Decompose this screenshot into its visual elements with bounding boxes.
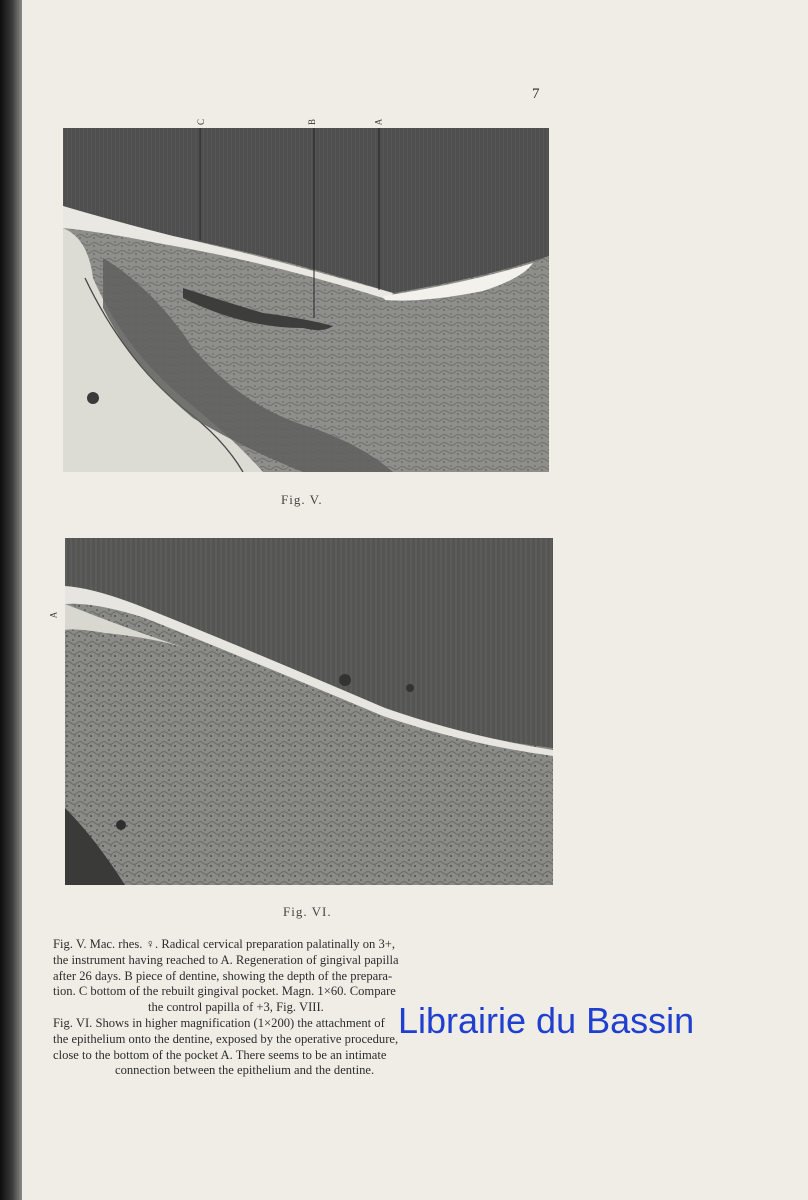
legend-line: the control papilla of +3, Fig. VIII. <box>148 1000 324 1015</box>
legend-line: Fig. VI. Shows in higher magnification (1×200) the attachment of <box>53 1015 385 1030</box>
legend-line: connection between the epithelium and the dentine. <box>115 1063 375 1078</box>
legend-line: Fig. V. Mac. rhes. ♀. Radical cervical preparation palatinally on 3+, <box>53 937 396 951</box>
page-number: 7 <box>532 86 540 102</box>
figure-v-marker-a: A <box>373 118 384 126</box>
figure-v-marker-b: B <box>307 118 318 126</box>
legend-line: the epithelium onto the dentine, exposed by the operative procedure, <box>53 1031 399 1046</box>
figure-vi-caption: Fig. VI. <box>283 904 332 919</box>
figure-v-marker-c: C <box>196 118 207 126</box>
legend-line: the instrument having reached to A. Regeneration of gingival papilla <box>53 952 399 967</box>
book-spine-shadow <box>0 0 22 1200</box>
figure-v-micrograph <box>63 128 549 472</box>
legend-line: close to the bottom of the pocket A. There seems to be an intimate <box>53 1047 387 1062</box>
figure-v-caption: Fig. V. <box>281 492 323 507</box>
seller-watermark: Librairie du Bassin <box>398 1000 695 1041</box>
figure-vi-marker-a: A <box>48 611 59 619</box>
legend-line: after 26 days. B piece of dentine, showing the depth of the prepara- <box>53 968 393 983</box>
legend-line: tion. C bottom of the rebuilt gingival pocket. Magn. 1×60. Compare <box>53 984 396 999</box>
figure-vi-micrograph <box>65 538 553 885</box>
